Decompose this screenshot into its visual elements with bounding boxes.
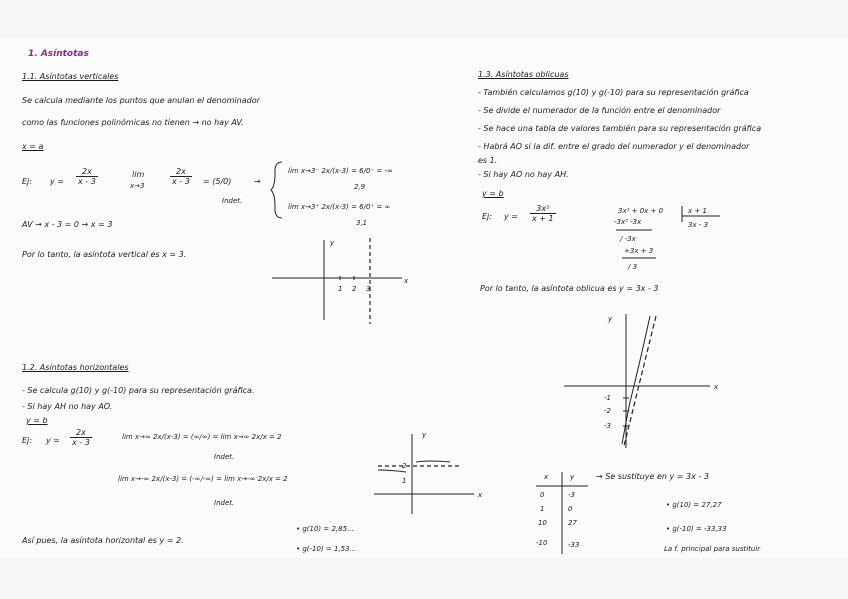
oblique-line-3: - Se hace una tabla de valores también para su representación gráfica <box>478 124 762 133</box>
limit-result: = (5/0) <box>203 177 232 186</box>
oblique-function-denominator: x + 1 <box>532 214 554 223</box>
oblique-example-label: Ej: <box>482 212 492 221</box>
table-row-4-y: -33 <box>568 541 580 549</box>
table-row-1-x: 0 <box>540 491 545 499</box>
vertical-conclusion: Por lo tanto, la asíntota vertical es x = 3. <box>22 250 187 259</box>
oblique-graph-tick-m1: -1 <box>604 394 611 402</box>
substitution-note: → Se sustituye en y = 3x - 3 <box>596 472 709 481</box>
vertical-line-2: como las funciones polinómicas no tienen → no hay AV. <box>22 118 244 127</box>
oblique-line-4b: es 1. <box>478 156 498 165</box>
brace-icon <box>270 160 284 220</box>
horizontal-line-2: - Si hay AH no hay AO. <box>22 402 113 411</box>
vertical-line-1: Se calcula mediante los puntos que anulan el denominador <box>22 96 260 105</box>
division-line-4: +3x + 3 <box>624 247 654 255</box>
graph-x-label: x <box>404 277 409 285</box>
oblique-tag: y = b <box>482 189 504 198</box>
oblique-function-numerator: 3x² <box>530 204 556 214</box>
oblique-function-fraction <box>530 204 556 223</box>
oblique-line-5: - Si hay AO no hay AH. <box>478 170 569 179</box>
arrow-icon: → <box>254 177 261 186</box>
oblique-line-2: - Se divide el numerador de la función entre el denominador <box>478 106 721 115</box>
oblique-g10: • g(10) = 27,27 <box>666 501 722 509</box>
example-label: Ej: <box>22 177 32 186</box>
oblique-graph-x-label: x <box>714 383 719 391</box>
horizontal-indet-2: Indet. <box>214 499 235 507</box>
horizontal-graph-y-label: y <box>422 431 427 439</box>
table-row-4-x: -10 <box>536 539 548 547</box>
horizontal-tag: y = b <box>26 416 48 425</box>
oblique-graph-tick-m2: -2 <box>604 407 611 415</box>
section-heading-oblique: 1.3. Asíntotas oblicuas <box>478 70 569 79</box>
section-heading-horizontal: 1.2. Asíntotas horizontales <box>22 363 129 372</box>
horizontal-gm10: • g(-10) = 1,53... <box>296 545 357 553</box>
vertical-asymptote-graph <box>270 236 410 326</box>
horizontal-indet-1: Indet. <box>214 453 235 461</box>
horizontal-asymptote-graph <box>370 432 483 516</box>
side-limit-right-sub: 3,1 <box>356 219 368 227</box>
table-row-2-y: 0 <box>568 505 573 513</box>
oblique-graph-y-label: y <box>608 315 613 323</box>
horizontal-g10: • g(10) = 2,85... <box>296 525 354 533</box>
graph-tick-3: 3 <box>366 285 371 293</box>
limit-sub: x→3 <box>130 182 145 190</box>
function-lhs: y = <box>50 177 64 186</box>
side-limit-right: lim x→3⁺ 2x/(x-3) = 6/0⁺ = ∞ <box>288 203 391 211</box>
horizontal-conclusion: Así pues, la asíntota horizontal es y = 2. <box>22 536 184 545</box>
oblique-gm10: • g(-10) = -33,33 <box>666 525 727 533</box>
vertical-tag: x = a <box>22 142 44 151</box>
horizontal-limit-minus: lim x→-∞ 2x/(x-3) = (-∞/-∞) = lim x→-∞ 2x/x = 2 <box>118 475 288 483</box>
table-row-3-x: 10 <box>538 519 547 527</box>
function-fraction <box>76 167 98 186</box>
division-line-3: / -3x <box>620 235 636 243</box>
limit-denominator: x - 3 <box>172 177 190 186</box>
horizontal-graph-tick-1: 1 <box>402 477 407 485</box>
oblique-conclusion: Por lo tanto, la asíntota oblicua es y = 3x - 3 <box>480 284 659 293</box>
horizontal-example-label: Ej: <box>22 436 32 445</box>
horizontal-line-1: - Se calcula g(10) y g(-10) para su representación gráfica. <box>22 386 255 395</box>
limit-word: lim <box>132 170 145 179</box>
division-divisor: x + 1 <box>688 207 707 215</box>
oblique-function-lhs: y = <box>504 212 518 221</box>
limit-fraction <box>170 167 192 186</box>
graph-tick-2: 2 <box>352 285 357 293</box>
function-denominator: x - 3 <box>78 177 96 186</box>
horizontal-graph-x-label: x <box>478 491 483 499</box>
oblique-asymptote-graph <box>560 312 730 452</box>
oblique-line-4: - Habrá AO si la dif. entre el grado del numerador y el denominador <box>478 142 750 151</box>
graph-y-label: y <box>330 239 335 247</box>
limit-numerator: 2x <box>170 167 192 177</box>
side-limit-left: lim x→3⁻ 2x/(x-3) = 6/0⁻ = -∞ <box>288 167 393 175</box>
horizontal-graph-tick-2: 2 <box>402 462 407 470</box>
table-row-2-x: 1 <box>540 505 545 513</box>
division-line-1: 3x² + 0x + 0 <box>618 207 664 215</box>
function-numerator: 2x <box>76 167 98 177</box>
table-header-x: x <box>544 473 549 481</box>
division-line-5: / 3 <box>628 263 638 271</box>
horizontal-function-lhs: y = <box>46 436 60 445</box>
page-title: 1. Asíntotas <box>28 49 89 59</box>
table-row-3-y: 27 <box>568 519 577 527</box>
division-quotient: 3x - 3 <box>688 221 709 229</box>
section-heading-vertical: 1.1. Asíntotas verticales <box>22 72 119 81</box>
graph-tick-1: 1 <box>338 285 343 293</box>
horizontal-limit-plus: lim x→∞ 2x/(x-3) = (∞/∞) = lim x→∞ 2x/x = 2 <box>122 433 282 441</box>
horizontal-function-denominator: x - 3 <box>72 438 90 447</box>
indet-label: Indet. <box>222 197 243 205</box>
oblique-line-1: - También calculamos g(10) y g(-10) para su representación gráfica <box>478 88 749 97</box>
horizontal-function-numerator: 2x <box>70 428 92 438</box>
division-line-2: -3x² -3x <box>614 218 642 226</box>
division-bracket <box>612 204 732 274</box>
av-equation: AV → x - 3 = 0 → x = 3 <box>22 220 113 229</box>
oblique-graph-tick-m3: -3 <box>604 422 611 430</box>
principal-function-note: La f. principal para sustituir <box>664 545 761 553</box>
horizontal-function-fraction <box>70 428 92 447</box>
table-row-1-y: -3 <box>568 491 575 499</box>
side-limit-left-sub: 2,9 <box>354 183 366 191</box>
table-header-y: y <box>570 473 575 481</box>
